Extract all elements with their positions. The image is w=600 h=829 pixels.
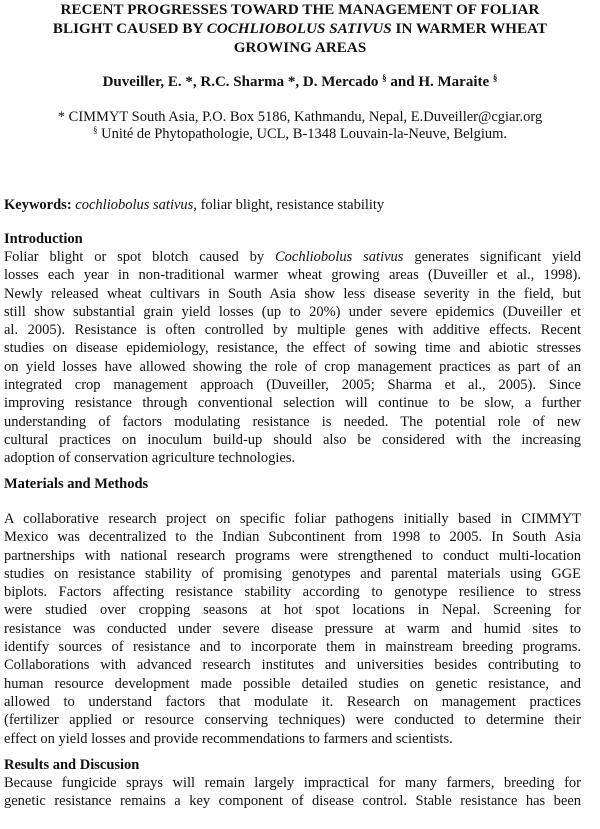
title-line-1: RECENT PROGRESSES TOWARD THE MANAGEMENT OF FOLIAR <box>60 2 540 18</box>
heading-results-discussion: Results and Discusion <box>4 757 140 773</box>
affiliation-1: * CIMMYT South Asia, P.O. Box 5186, Kathmandu, Nepal, E.Duveiller@cgiar.org <box>57 109 543 125</box>
keywords: Keywords: cochliobolus sativus, foliar blight, resistance stability <box>4 197 385 213</box>
paragraph-results-discussion: Because fungicide sprays will remain largely impractical for many farmers, breeding for genetic resistance remains a key component of disease control. Stable resistance has been <box>4 775 581 810</box>
paragraph-introduction: Foliar blight or spot blotch caused by Cochliobolus sativus generates significant yield losses each year in non-traditional warmer wheat growing areas (Duveiller et al., 1998). Newly released wheat cultivars in South Asia show less disease severity in the field, but still show substantial grain yield losses (up to 20%) under severe epidemics (Duveiller et al. 2005). Resistance is often controlled by multiple genes with additive effects. Recent studies on disease epidemiology, resistance, the effect of sowing time and abiotic stresses on yield losses have allowed showing the role of crop management practices as part of an integrated crop management approach (Duveiller, 2005; Sharma et al., 2005). Since improving resistance through conventional selection will continue to be slow, a further understanding of factors modulating resistance is needed. The potential role of new cultural practices on inoculum build-up should also be considered with the increasing adoption of conservation agriculture technologies. <box>4 249 581 467</box>
affiliation-2: § Unité de Phytopathologie, UCL, B-1348 Louvain-la-Neuve, Belgium. <box>92 125 508 142</box>
title-species-name: COCHLIOBOLUS SATIVUS <box>206 21 392 37</box>
author-list: Duveiller, E. *, R.C. Sharma *, D. Mercado § and H. Maraite § <box>102 73 498 90</box>
affiliations <box>0 109 600 143</box>
paper-title <box>0 1 600 58</box>
heading-introduction: Introduction <box>4 231 83 247</box>
heading-materials-methods: Materials and Methods <box>4 476 149 492</box>
title-line-2: BLIGHT CAUSED BY COCHLIOBOLUS SATIVUS IN WARMER WHEAT <box>52 21 548 37</box>
paragraph-materials-methods: A collaborative research project on specific foliar pathogens initially based in CIMMYT Mexico was decentralized to the Indian Subcontinent from 1998 to 2005. In South Asia partnerships with national research programs were strengthened to conduct multi-location studies on resistance stability of promising genotypes and parental materials using GGE biplots. Factors affecting resistance stability according to genotype resilience to stress were studied over cropping seasons at hot spot locations in Nepal. Screening for resistance was conducted under severe disease pressure at warm and humid sites to identify sources of resistance and to incorporate them in mainstream breeding programs. Collaborations with advanced research institutes and universities besides contributing to human resource development made possible detailed studies on genetic resistance, and allowed to understand factors that modulate it. Research on management practices (fertilizer applied or resource conserving techniques) were conducted to determine their effect on yield losses and provide recommendations to farmers and scientists. <box>4 511 581 747</box>
title-line-3: GROWING AREAS <box>233 40 367 56</box>
keywords-label: Keywords: <box>4 197 72 213</box>
